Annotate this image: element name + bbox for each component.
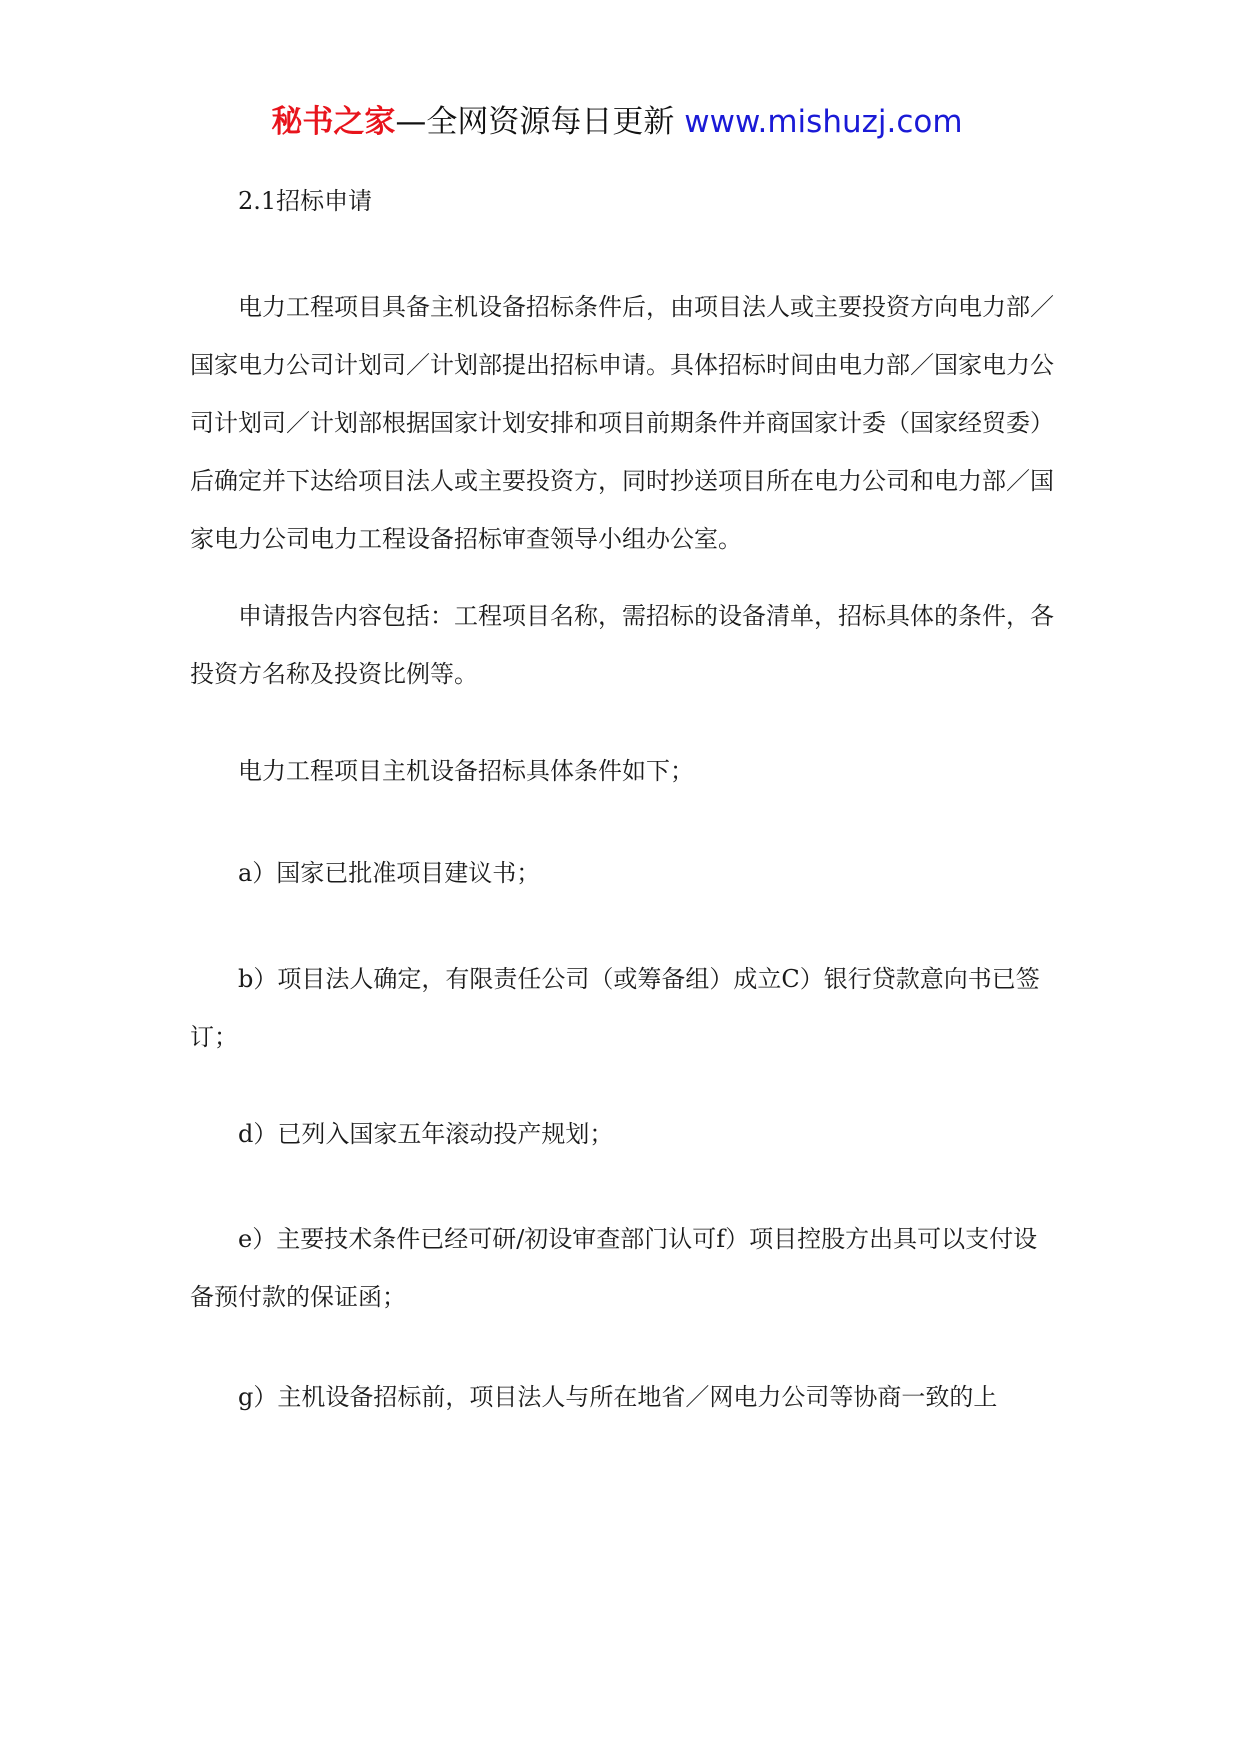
site-slogan: —全网资源每日更新 — [395, 104, 685, 140]
paragraph: 电力工程项目主机设备招标具体条件如下； — [238, 757, 694, 785]
list-item: b）项目法人确定，有限责任公司（或筹备组）成立C）银行贷款意向书已签订； — [190, 965, 1040, 1051]
paragraph: 申请报告内容包括：工程项目名称，需招标的设备清单，招标具体的条件，各投资方名称及投资比例等。 — [190, 602, 1054, 688]
site-header — [0, 100, 1234, 144]
list-item: e）主要技术条件已经可研/初设审查部门认可f）项目控股方出具可以支付设备预付款的保证函； — [190, 1225, 1038, 1311]
list-item: a）国家已批准项目建议书； — [238, 859, 541, 887]
list-item: g）主机设备招标前，项目法人与所在地省／网电力公司等协商一致的上 — [238, 1383, 998, 1411]
list-item: d）已列入国家五年滚动投产规划； — [238, 1120, 614, 1148]
paragraph: 电力工程项目具备主机设备招标条件后，由项目法人或主要投资方向电力部／国家电力公司计划司／计划部提出招标申请。具体招标时间由电力部／国家电力公司计划司／计划部根据国家计划安排和项目前期条件并商国家计委（国家经贸委）后确定并下达给项目法人或主要投资方，同时抄送项目所在电力公司和电力部／国家电力公司电力工程设备招标审查领导小组办公室。 — [190, 293, 1054, 553]
site-url-link[interactable]: www.mishuzj.com — [684, 104, 963, 140]
site-brand: 秘书之家 — [271, 104, 396, 140]
section-heading: 2.1招标申请 — [238, 187, 373, 215]
